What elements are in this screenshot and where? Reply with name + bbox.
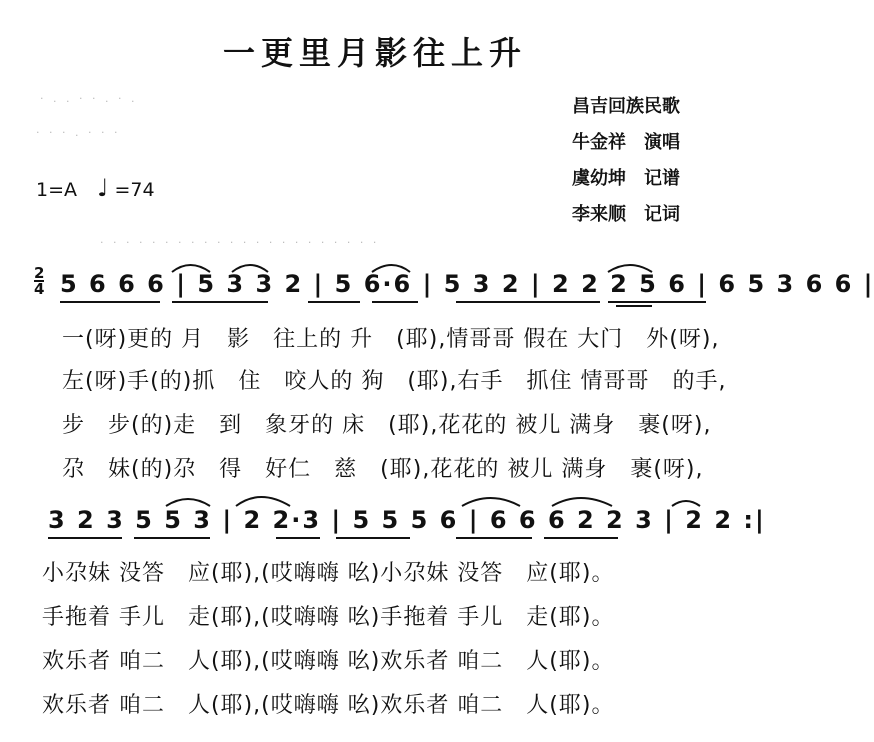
lyric-row-1-verse-1: 一(呀)更的 月 影 往上的 升 (耶),情哥哥 假在 大门 外(呀),: [62, 327, 720, 352]
key-signature: 1=A: [36, 179, 78, 201]
song-title: 一更里月影往上升: [222, 34, 527, 72]
lyric-row-2-verse-4: 欢乐者 咱二 人(耶),(哎嗨嗨 吆)欢乐者 咱二 人(耶)。: [42, 693, 615, 718]
credit-notation: 虞幼坤 记谱: [572, 168, 680, 189]
notation-row-2: 3 2 3 5 5 3 | 2 2·3 | 5 5 5 6 | 6 6 6 2 2 3 | 2 2 :|: [48, 506, 766, 534]
notation-row-1: 5 6 6 6 | 5 3 3 2 | 5 6·6 | 5 3 2 | 2 2 2 5 6 | 6 5 3 6 6 |: [60, 270, 874, 298]
lyric-row-1-verse-4: 尕 妹(的)尕 得 好仁 慈 (耶),花花的 被儿 满身 裹(呀),: [62, 457, 704, 482]
lyric-row-1-verse-2: 左(呀)手(的)抓 住 咬人的 狗 (耶),右手 抓住 情哥哥 的手,: [62, 369, 727, 394]
scan-noise: · · · · · · · · · · · · · · · · · · · · · ·: [100, 236, 380, 249]
lyric-row-1-verse-3: 步 步(的)走 到 象牙的 床 (耶),花花的 被儿 满身 裹(呀),: [62, 413, 712, 438]
slurs-row-2: [166, 497, 700, 506]
time-signature-top: 2: [34, 264, 45, 282]
beam-lines-row-1: [60, 302, 706, 306]
quarter-note-icon: ♩: [97, 174, 109, 202]
credit-origin: 昌吉回族民歌: [572, 96, 680, 117]
lyric-row-2-verse-1: 小尕妹 没答 应(耶),(哎嗨嗨 吆)小尕妹 没答 应(耶)。: [42, 561, 615, 586]
lyric-row-2-verse-2: 手拖着 手儿 走(耶),(哎嗨嗨 吆)手拖着 手儿 走(耶)。: [42, 605, 615, 630]
credit-lyrics: 李来顺 记词: [572, 204, 680, 225]
tempo-value: =74: [114, 179, 155, 201]
scan-noise: · · · . · · ·: [36, 126, 121, 139]
scan-noise: · . . · · . · .: [40, 92, 138, 105]
slurs-row-1: [172, 265, 652, 272]
lyric-row-2-verse-3: 欢乐者 咱二 人(耶),(哎嗨嗨 吆)欢乐者 咱二 人(耶)。: [42, 649, 615, 674]
credit-singer: 牛金祥 演唱: [572, 132, 680, 153]
time-signature-bottom: 4: [34, 280, 45, 298]
